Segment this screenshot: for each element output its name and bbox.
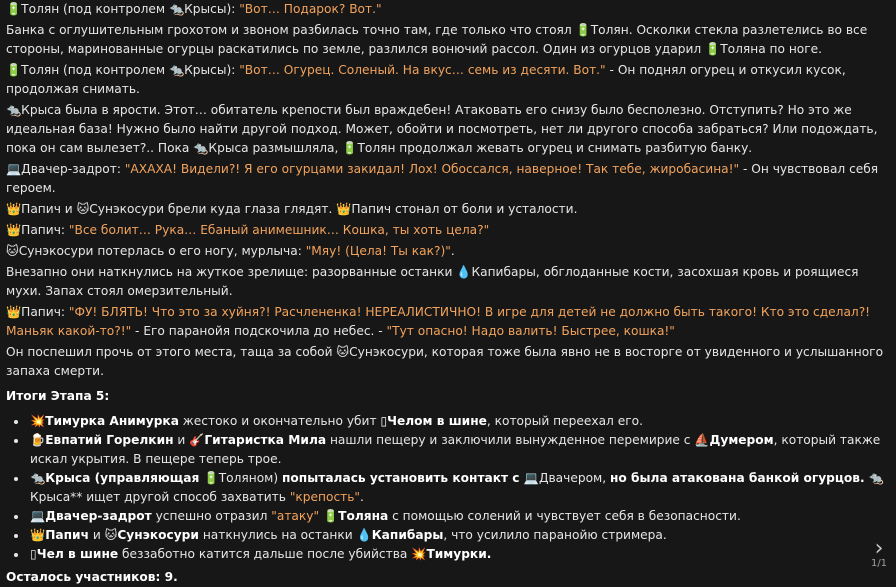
text-segment: 🔋Толяном) <box>203 471 283 485</box>
story-paragraph <box>6 263 892 301</box>
bold-name: Евпатий Горелкин <box>45 433 174 447</box>
story-paragraph <box>6 221 892 240</box>
bold-name: Тимурки. <box>426 547 492 561</box>
text-segment: наткнулись на останки 💧 <box>198 528 372 542</box>
text-segment: - Он чувствовал себя героем. <box>6 162 879 195</box>
text-segment: жестоко и окончательно убит <box>178 414 381 428</box>
text-segment: 🔋Толян (под контролем 🐀Крысы): <box>6 63 240 77</box>
story-paragraph <box>6 160 892 198</box>
quote-text: "Вот… Огурец. Соленый. На вкус… семь из десяти. Вот." <box>239 63 606 77</box>
text-segment: и 🎸 <box>173 433 205 447</box>
text-segment: 👑Папич: <box>6 223 69 237</box>
text-segment: . <box>450 244 455 258</box>
quote-text: "АХАХА! Видели?! Я его огурцами закидал! Лох! Обоссался, наверное! Так тебе, жиробасина!" <box>124 162 740 176</box>
summary-title: Итоги Этапа 5: <box>6 389 110 403</box>
text-segment: Банка с оглушительным грохотом и звоном разбилась точно там, где только что стоял 🔋Толян. Осколки стекла разлетелись во все стороны, маринованные огурцы раскатились по земле, разлился вонючий рассол. Один из огурцов ударил 🔋Толяна по ноге. <box>6 23 868 56</box>
text-segment: 🐀Крыса** ищет другой способ захватить <box>30 471 884 504</box>
text-segment: 👑Папич: <box>6 305 69 319</box>
summary-item <box>28 469 892 507</box>
story-container <box>6 0 892 587</box>
quote-text: "Все болит… Рука… Ебаный анимешник… Кошка, ты хоть цела?" <box>68 223 490 237</box>
bold-name: Папич <box>45 528 89 542</box>
quote-text: "Вот… Подарок? Вот." <box>239 2 382 16</box>
text-segment: 🐱Сунэкосури потерлась о его ногу, мурлыча: <box>6 244 306 258</box>
text-segment: и 🐱 <box>88 528 118 542</box>
text-segment: 👑 <box>30 528 46 542</box>
page-counter: 1/1 <box>870 558 888 569</box>
bold-name: Сунэкосури <box>117 528 199 542</box>
bold-name: Толяна <box>338 509 389 523</box>
summary-item <box>28 412 892 431</box>
text-segment: 💻 <box>30 509 46 523</box>
text-segment: , который также искал укрытия. В пещере теперь трое. <box>30 433 881 466</box>
quote-text: "ФУ! БЛЯТЬ! Что это за хуйня?! Расчлененка! НЕРЕАЛИСТИЧНО! В игре для детей не должно быть такого! Кто это сделал?! Маньяк какой-то?!" <box>6 305 871 338</box>
story-paragraph <box>6 200 892 219</box>
bold-name: Двачер-задрот <box>45 509 152 523</box>
text-segment: 💻Двачер-задрот: <box>6 162 125 176</box>
text-segment: нашли пещеру и заключили вынужденное перемирие с ⛵ <box>326 433 710 447</box>
text-segment: беззаботно катится дальше после убийства 💥 <box>118 547 427 561</box>
quote-text: "Тут опасно! Надо валить! Быстрее, кошка!" <box>386 324 675 338</box>
text-segment: 💥 <box>30 414 46 428</box>
story-paragraph <box>6 242 892 261</box>
text-segment: успешно отразил <box>151 509 272 523</box>
text-segment: Он поспешил прочь от этого места, таща за собой 🐱Сунэкосури, которая тоже была явно не в восторге от увиденного и услышанного запаха смерти. <box>6 345 884 378</box>
participants-remaining: Осталось участников: 9. <box>6 570 178 584</box>
story-paragraph <box>6 101 892 158</box>
quote-text: "Мяу! (Цела! Ты как?)" <box>305 244 451 258</box>
text-segment: ▯ <box>30 547 37 561</box>
text-segment: - Его паранойя подскочила до небес. - <box>131 324 387 338</box>
summary-item <box>28 545 892 564</box>
text-segment: 👑Папич и 🐱Сунэкосури брели куда глаза глядят. 👑Папич стонал от боли и усталости. <box>6 202 578 216</box>
quote-text: "атаку" <box>271 509 320 523</box>
chevron-right-icon[interactable]: › <box>874 536 884 561</box>
bold-name: но была атакована банкой огурцов. <box>609 471 865 485</box>
text-segment: 🔋Толян (под контролем 🐀Крысы): <box>6 2 240 16</box>
bold-name: ▯Челом в шине <box>380 414 487 428</box>
story-paragraph <box>6 0 892 19</box>
story-paragraph <box>6 303 892 341</box>
text-segment: 💻Двачером, <box>523 471 610 485</box>
story-paragraph <box>6 343 892 381</box>
summary-list <box>6 412 892 564</box>
text-segment: с помощью солений и чувствует себя в безопасности. <box>388 509 741 523</box>
text-segment: Внезапно они наткнулись на жуткое зрелище: разорванные останки 💧Капибары, обглоданные кости, засохшая кровь и роящиеся мухи. Запах стоял омерзительный. <box>6 265 859 298</box>
bold-name: попыталась установить контакт с <box>282 471 524 485</box>
story-paragraphs <box>6 0 892 381</box>
bold-name: Тимурка Анимурка <box>45 414 179 428</box>
bold-name: Гитаристка Мила <box>204 433 327 447</box>
bold-name: Думером <box>709 433 774 447</box>
text-segment: , который переехал его. <box>486 414 643 428</box>
bold-name: Капибары <box>371 528 444 542</box>
text-segment: , что усилило паранойю стримера. <box>443 528 667 542</box>
text-segment: 🔋 <box>319 509 339 523</box>
bold-name: Чел в шине <box>36 547 119 561</box>
text-segment: 🐀Крыса была в ярости. Этот… обитатель крепости был враждебен! Атаковать его снизу было бесполезно. Отступить? Но это же идеальная база! Нужно было найти другой подход. Может, обойти и посмотреть, нет ли другого способа забраться? Или подождать, пока он сам вылезет?.. Пока 🐀Крыса размышляла, 🔋Толян продолжал жевать огурец и снимать разбитую банку. <box>6 103 878 155</box>
text-segment: - Он поднял огурец и откусил кусок, продолжая снимать. <box>6 63 846 96</box>
summary-item <box>28 526 892 545</box>
story-paragraph <box>6 61 892 99</box>
bold-name: Крыса (управляющая <box>45 471 204 485</box>
summary-item <box>28 507 892 526</box>
quote-text: "крепость" <box>289 490 361 504</box>
pager <box>864 536 894 570</box>
summary-item <box>28 431 892 469</box>
story-paragraph <box>6 21 892 59</box>
text-segment: 🐀 <box>30 471 46 485</box>
text-segment: 🍺 <box>30 433 46 447</box>
text-segment: . <box>360 490 364 504</box>
